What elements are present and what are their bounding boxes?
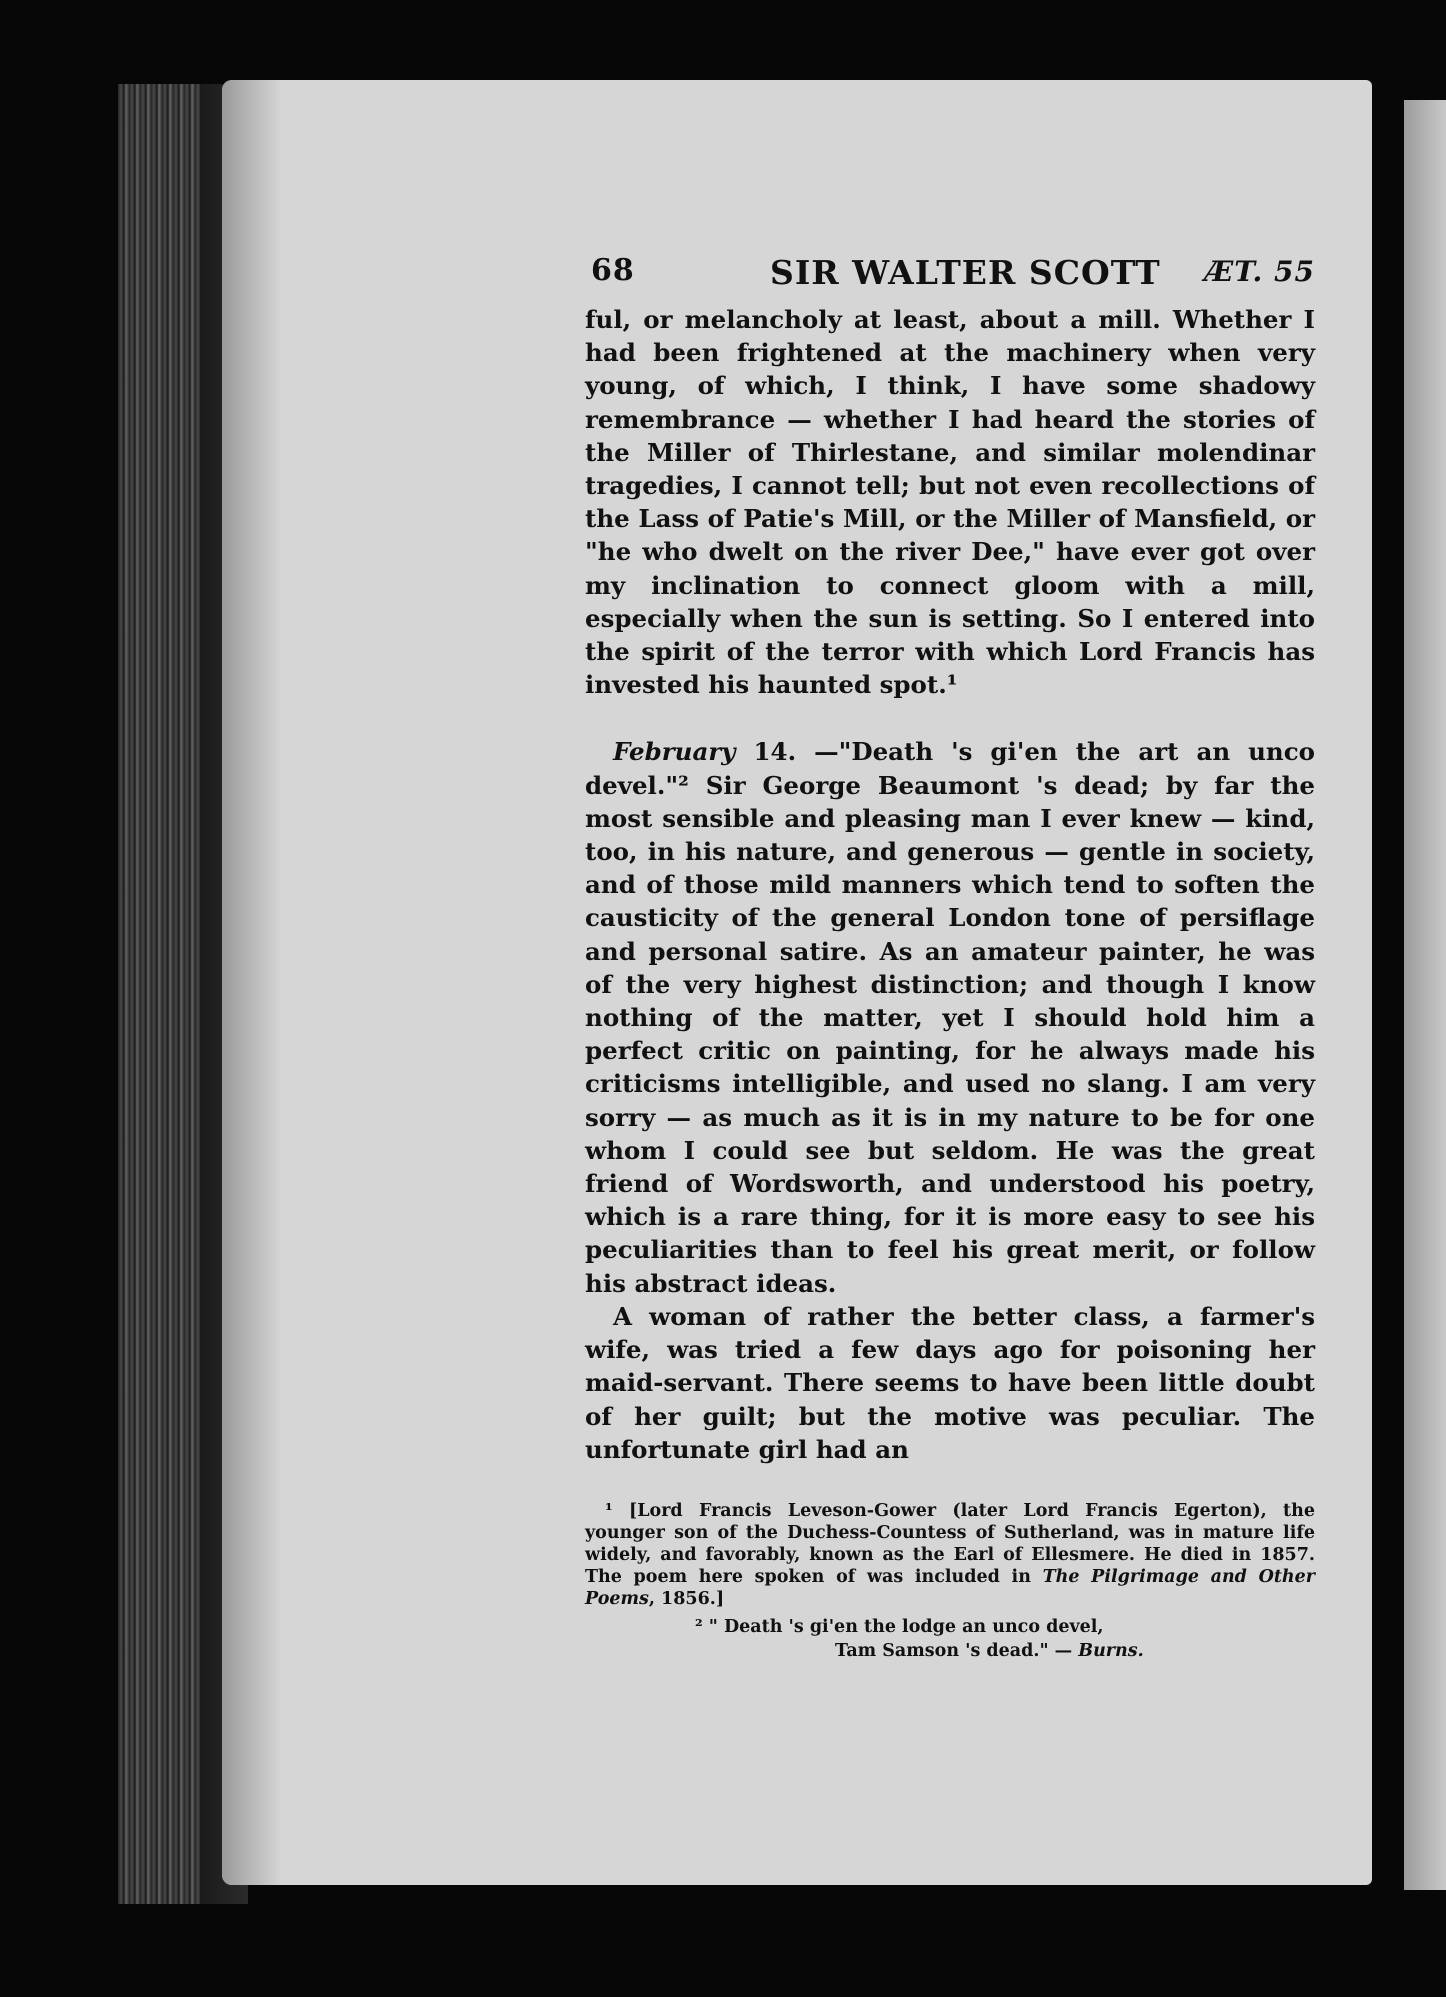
- footnote-2-author: Burns.: [1078, 1640, 1144, 1661]
- paragraph-farmers-wife: A woman of rather the better class, a farmer's wife, was tried a few days ago for poisoning her maid-servant. There seems to have been little doubt of her guilt; but the motive was peculiar. The unfortunate girl had an: [585, 1301, 1315, 1464]
- footnote-1-text: ¹ [Lord Francis Leveson-Gower (later Lord Francis Egerton), the younger son of the Duchess-Countess of Sutherland, was in mature life widely, and favorably, known as the Earl of Ellesmere. He died in 1857. The poem here spoken of was included in: [585, 1500, 1315, 1587]
- footnote-2-line-2: [835, 1640, 1315, 1662]
- running-title: SIR WALTER SCOTT: [770, 253, 1161, 292]
- age-marker: ÆT. 55: [1204, 255, 1315, 288]
- paragraph-february-entry: [585, 735, 1315, 1299]
- paragraph-mill: ful, or melancholy at least, about a mill. Whether I had been frightened at the machinery when very young, of which, I think, I have some shadowy remembrance — whether I had heard the stories of the Miller of Thirlestane, and similar molendinar tragedies, I cannot tell; but not even recollections of the Lass of Patie's Mill, or the Miller of Mansfield, or "he who dwelt on the river Dee," have ever got over my inclination to connect gloom with a mill, especially when the sun is setting. So I entered into the spirit of the terror with which Lord Francis has invested his haunted spot.¹: [585, 305, 1315, 700]
- footnote-1: [585, 1500, 1315, 1610]
- footnote-1-book-title: The Pilgrimage and Other Poems: [585, 1566, 1315, 1609]
- footnote-2-quote: Tam Samson 's dead." —: [835, 1640, 1079, 1661]
- page-text-block: [585, 243, 1315, 1662]
- entry-text: 14. —"Death 's gi'en the art an unco devel."² Sir George Beaumont 's dead; by far the most sensible and pleasing man I ever knew — kind, too, in his nature, and generous — gentle in society, and of those mild manners which tend to soften the causticity of the general London tone of persiflage and personal satire. As an amateur painter, he was of the very highest distinction; and though I know nothing of the matter, yet I should hold him a perfect critic on painting, for he always made his criticisms intelligible, and used no slang. I am very sorry — as much as it is in my nature to be for one whom I could see but seldom. He was the great friend of Wordsworth, and understood his poetry, which is a rare thing, for it is more easy to see his peculiarities than to feel his great merit, or follow his abstract ideas.: [585, 737, 1315, 1298]
- footnotes: [585, 1500, 1315, 1662]
- page-number: 68: [591, 253, 635, 288]
- body-text: [585, 303, 1315, 1466]
- footnote-1-end: , 1856.]: [648, 1588, 725, 1609]
- running-head: [585, 243, 1315, 303]
- page-shadow: [222, 80, 282, 1885]
- entry-date: February: [613, 737, 736, 767]
- footnote-2-line-1: ² " Death 's gi'en the lodge an unco devel,: [695, 1616, 1104, 1637]
- adjacent-page-edge: [1404, 100, 1446, 1890]
